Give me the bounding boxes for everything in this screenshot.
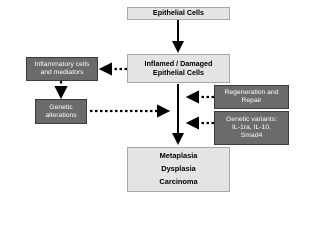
node-genetic-variants [214, 111, 289, 145]
node-regeneration-line1: Regeneration and [224, 89, 279, 97]
node-outcome-metaplasia: Metaplasia [159, 151, 198, 161]
node-genetic-alterations-line1: Genetic [49, 103, 73, 111]
node-inflammatory-line2: and mediators [40, 69, 84, 76]
node-inflammatory-cells [26, 57, 98, 81]
node-epithelial-cells [127, 7, 230, 20]
node-inflamed-line1: Inflamed / Damaged [144, 59, 213, 69]
node-inflamed-damaged [127, 54, 230, 83]
node-inflamed-line2: Epithelial Cells [152, 67, 205, 77]
node-epithelial-label: Epithelial Cells [152, 8, 205, 18]
node-outcome-carcinoma: Carcinoma [159, 176, 198, 186]
node-genetic-alterations [35, 99, 87, 124]
node-genetic-alterations-line2: alterations [45, 111, 77, 119]
node-outcome-dysplasia: Dysplasia [161, 164, 196, 174]
node-inflammatory-line1: Inflammatory cells [34, 61, 90, 69]
node-variants-line2: IL-1ra, IL-10, [232, 124, 271, 132]
node-variants-line3: Smad4 [240, 131, 263, 139]
node-regeneration-line2: Repair [241, 97, 262, 104]
node-outcome [127, 147, 230, 192]
node-variants-line1: Genetic variants: [226, 116, 277, 124]
node-regeneration-repair [214, 85, 289, 109]
